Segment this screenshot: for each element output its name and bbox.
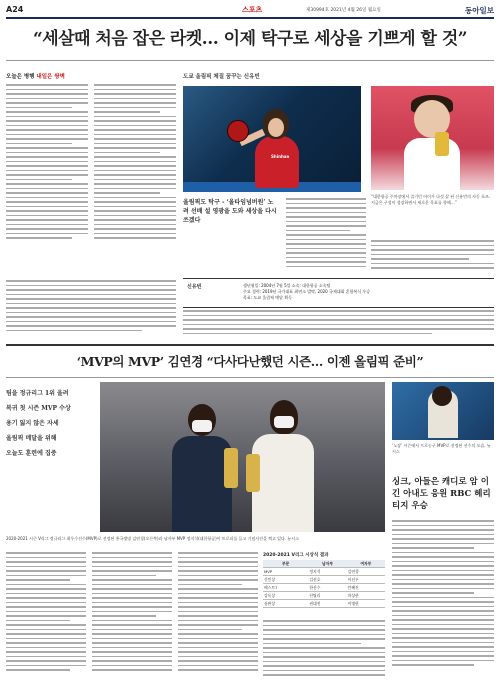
article1-kicker <box>6 72 65 80</box>
table-cell: 안혜진 <box>347 584 385 592</box>
trophy-icon <box>246 454 260 492</box>
trophy-icon <box>224 448 238 488</box>
article1-subhead: 도쿄 올림픽 체질 꿈꾸는 신유빈 <box>183 74 260 80</box>
newspaper-name: 동아일보 <box>465 6 494 15</box>
jersey-sponsor: Shinhan <box>271 154 290 159</box>
kicker-red: 내일은 쌍벽 <box>36 74 65 80</box>
table-cell: 베스트7 <box>263 584 308 592</box>
man-suit <box>172 436 232 532</box>
golfer-photo <box>392 382 494 440</box>
kid-body <box>404 138 460 190</box>
trophy-icon <box>435 132 449 156</box>
table-row <box>263 568 385 576</box>
face-mask <box>192 420 212 432</box>
article2-body-col2 <box>92 552 172 688</box>
article2-headline: ‘MVP의 MVP’ 김연경 “다사다난했던 시즌… 이젠 올림픽 준비” <box>76 354 424 369</box>
results-table-title: 2020-2021 V리그 시상식 결과 <box>263 553 329 558</box>
table-tennis-player-photo <box>183 86 361 192</box>
results-table <box>263 560 385 608</box>
article2-body-col1 <box>6 552 86 688</box>
table-row <box>263 584 385 592</box>
kicker-prefix: 오늘은 병행 <box>6 74 35 80</box>
table-header: 부문 <box>263 560 308 568</box>
side-article-headline: 싱크, 아들은 캐디로 암 이긴 아내도 응원 RBC 헤리티지 우승 <box>392 477 491 511</box>
table-header-row <box>263 560 385 568</box>
table-cell: 신인상 <box>263 576 308 584</box>
table-cell: 한선수 <box>308 584 346 592</box>
masthead <box>6 3 494 19</box>
table-row <box>263 576 385 584</box>
article1-body-col1 <box>6 84 88 274</box>
article1-body-col4 <box>371 240 494 274</box>
paddle-icon <box>227 120 249 142</box>
article2-kicker <box>6 386 96 461</box>
table-cell: 감독상 <box>263 592 308 600</box>
player-face <box>268 118 284 137</box>
table-cell: 권대진 <box>308 600 346 608</box>
red-jersey <box>255 136 299 188</box>
dateline: 제30994호 2021년 4월 26일 월요일 <box>306 8 381 13</box>
section-name: 스포츠 <box>242 6 263 14</box>
golfer-head <box>432 386 452 406</box>
table-cell: 산틸리 <box>308 592 346 600</box>
table-row <box>263 600 385 608</box>
table-row <box>263 592 385 600</box>
photo3-caption: 2020-2021 시즌 V리그 정규리그 최우수선수(MVP)로 선정된 흥국생명 김연경(오른쪽)과 남자부 MVP 정지석(대한항공)이 트로피를 들고 기념사진을 찍고 있다. 뉴시스 <box>6 536 299 541</box>
table-cell: 이선우 <box>347 576 385 584</box>
profile-row: 생년월일: 2004년 7월 5일 소속: 대한항공 소속팀 <box>243 283 331 288</box>
table-cell: 심판상 <box>263 600 308 608</box>
headline-rule <box>6 377 494 378</box>
face-mask <box>274 416 294 428</box>
mvp-award-photo <box>100 382 385 532</box>
side-article-body <box>392 520 494 688</box>
profile-row: 목표: 도쿄 올림픽 메달 획득 <box>243 295 292 300</box>
woman-dress <box>252 434 314 532</box>
article1-body-col2 <box>94 84 176 274</box>
table-cell: 정지석 <box>308 568 346 576</box>
profile-box <box>183 278 494 308</box>
childhood-photo <box>371 86 494 190</box>
table-header: 남자부 <box>308 560 346 568</box>
table-cell: 김연경 <box>347 568 385 576</box>
kicker-line: 오늘도 훈련에 집중 <box>6 450 57 457</box>
table-cell: MVP <box>263 568 308 576</box>
table-cell: 차상현 <box>347 592 385 600</box>
page-number: A24 <box>6 5 24 14</box>
kicker-line: 복귀 첫 시즌 MVP 수상 <box>6 405 71 412</box>
article1-headline: “세살때 처음 잡은 라켓… 이제 탁구로 세상을 기쁘게 할 것” <box>32 29 468 49</box>
photo4-caption: ‘노장’ 시즌에서 프로농구 MVP로 선정된 선수의 모습. 뉴시스 <box>392 443 491 454</box>
profile-name: 신유빈 <box>187 284 202 290</box>
article1-body-left-lower <box>6 280 176 340</box>
headline-rule <box>6 60 494 61</box>
section-divider <box>6 344 494 346</box>
table-header: 여자부 <box>347 560 385 568</box>
kicker-line: 팀을 정규리그 1위 올려 <box>6 390 69 397</box>
pull-quote: 올림픽도 탁구 - ‘올타임넘버원’ 노려 선배 설 영광을 도와 세상을 다시 쓰겠다 <box>183 199 277 224</box>
kicker-line: 용기 잃지 않은 자세 <box>6 420 59 427</box>
kicker-line: 올림픽 메달을 위해 <box>6 435 57 442</box>
table-cell: 이명현 <box>347 600 385 608</box>
article1-body-lower <box>183 310 494 340</box>
table-cell: 김선호 <box>308 576 346 584</box>
profile-row: 주요 경력: 2019년 국가대표 최연소 발탁, 2020 국제대회 혼합복식 우승 <box>243 289 371 294</box>
article2-body-col3 <box>178 552 258 688</box>
photo2-caption: “대한항공 주차장에서 즐기던 아이가 다섯 살 된 신유빈의 자동 포즈. 지금은 구성이 성장하면서 새로운 목표를 향해…” <box>371 194 491 205</box>
article1-body-col3 <box>286 198 366 274</box>
article2-body-col4 <box>263 620 385 688</box>
